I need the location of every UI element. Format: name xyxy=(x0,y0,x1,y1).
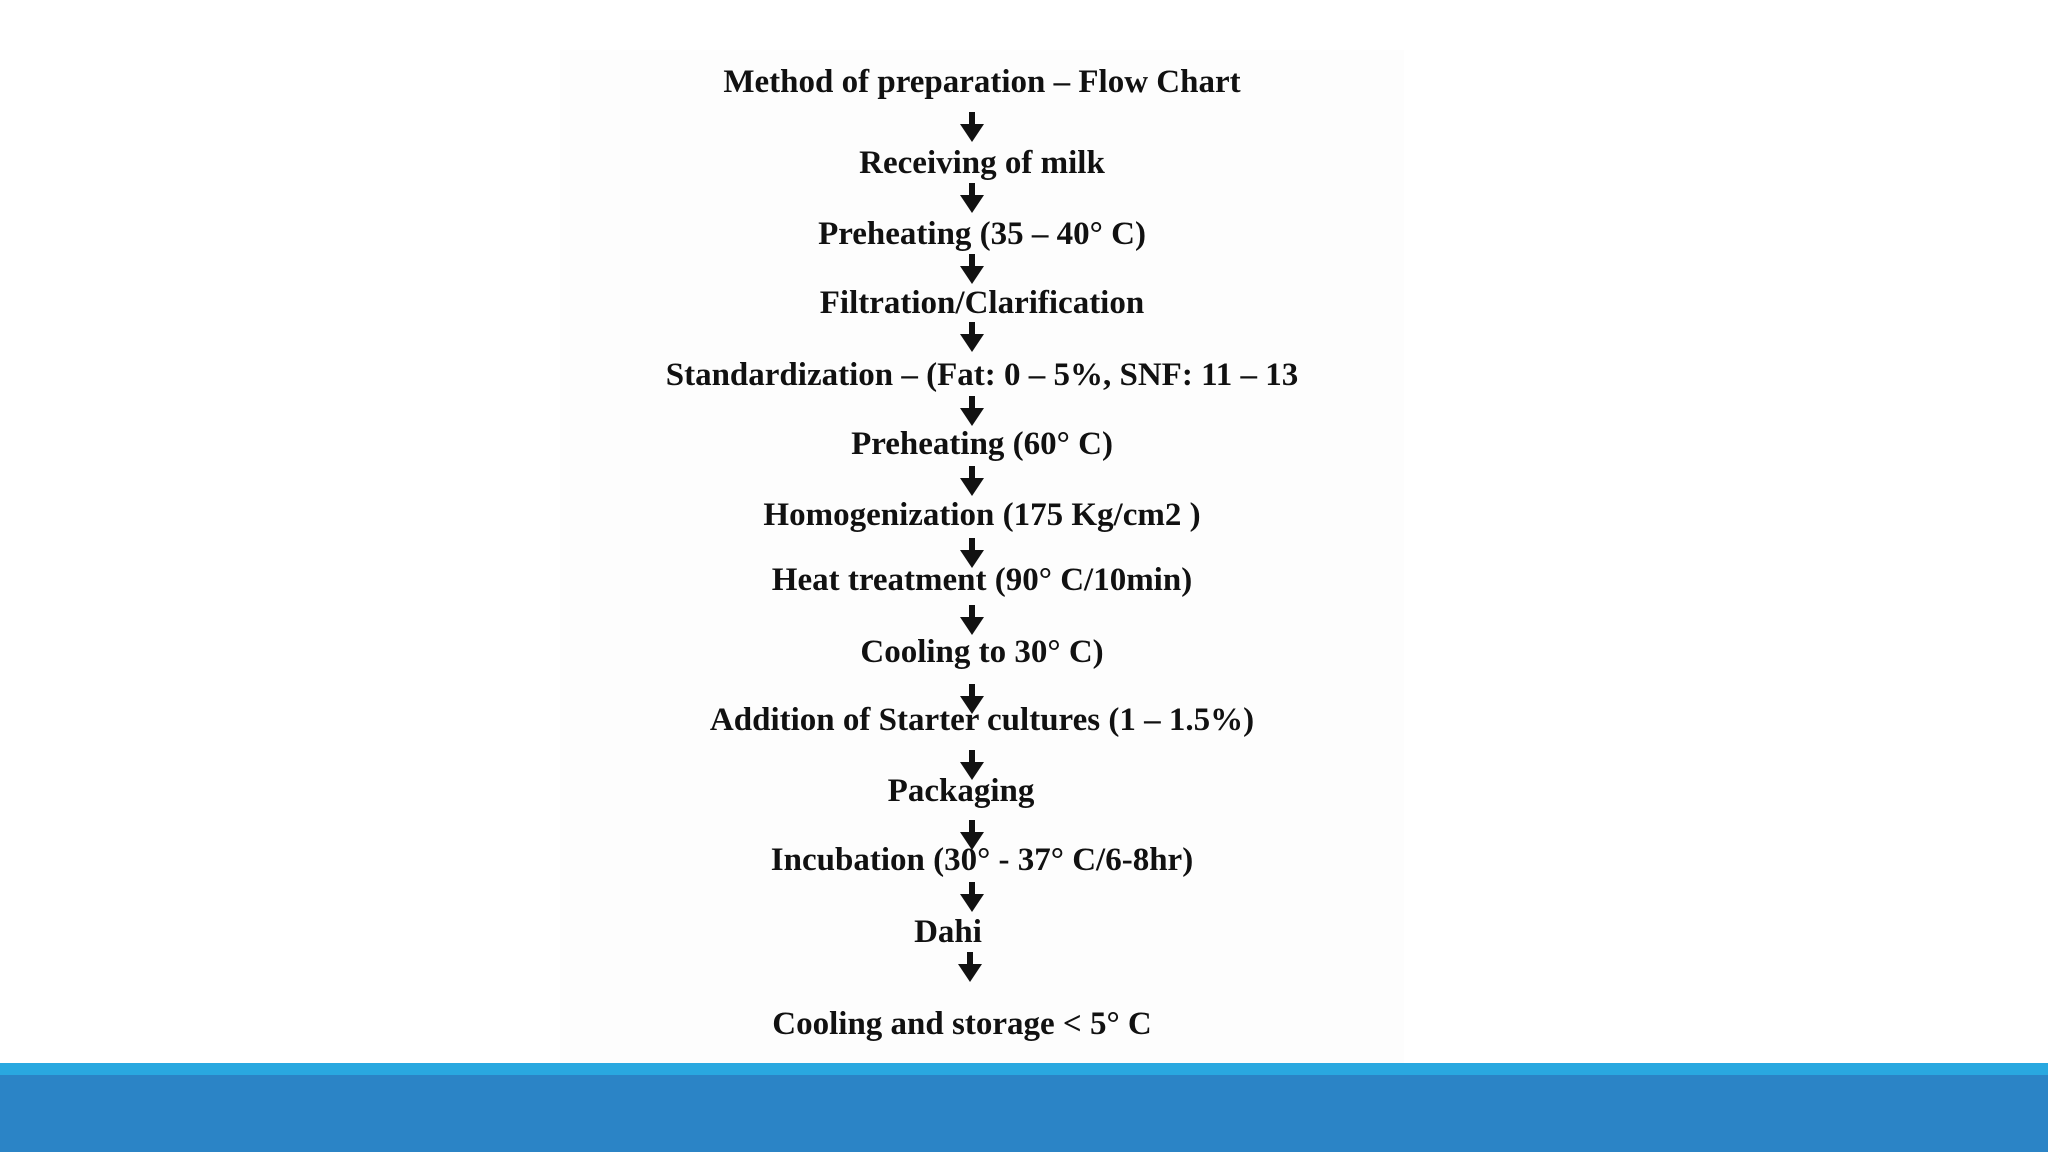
arrow-down-icon xyxy=(958,112,986,142)
flow-step-filtration: Filtration/Clarification xyxy=(819,285,1145,321)
arrow-down-icon xyxy=(958,396,986,426)
flow-step-incubation: Incubation (30° - 37° C/6-8hr) xyxy=(770,842,1194,878)
footer-bar xyxy=(0,1075,2048,1152)
arrow-down-icon xyxy=(958,605,986,635)
flow-step-cooling-30: Cooling to 30° C) xyxy=(860,634,1104,670)
arrow-down-icon xyxy=(958,466,986,496)
flow-step-cooling-storage: Cooling and storage < 5° C xyxy=(772,1006,1152,1042)
arrow-down-icon xyxy=(958,882,986,912)
flow-chart-title: Method of preparation – Flow Chart xyxy=(723,64,1241,100)
flow-chart xyxy=(560,50,1404,1066)
flow-step-dahi: Dahi xyxy=(914,914,982,950)
flow-step-heat-treatment: Heat treatment (90° C/10min) xyxy=(771,562,1193,598)
arrow-down-icon xyxy=(958,183,986,213)
arrow-down-icon xyxy=(958,254,986,284)
flow-step-packaging: Packaging xyxy=(887,773,1035,809)
flow-step-preheating-2: Preheating (60° C) xyxy=(851,426,1113,462)
flow-step-homogenization: Homogenization (175 Kg/cm2 ) xyxy=(763,497,1201,533)
flow-step-starter-cultures: Addition of Starter cultures (1 – 1.5%) xyxy=(709,702,1255,738)
arrow-down-icon xyxy=(956,952,984,982)
flow-step-preheating-1: Preheating (35 – 40° C) xyxy=(818,216,1146,252)
arrow-down-icon xyxy=(958,322,986,352)
footer-accent-stripe xyxy=(0,1063,2048,1075)
flow-step-standardization: Standardization – (Fat: 0 – 5%, SNF: 11 – 13 xyxy=(665,357,1299,393)
flow-step-receiving: Receiving of milk xyxy=(859,145,1105,181)
